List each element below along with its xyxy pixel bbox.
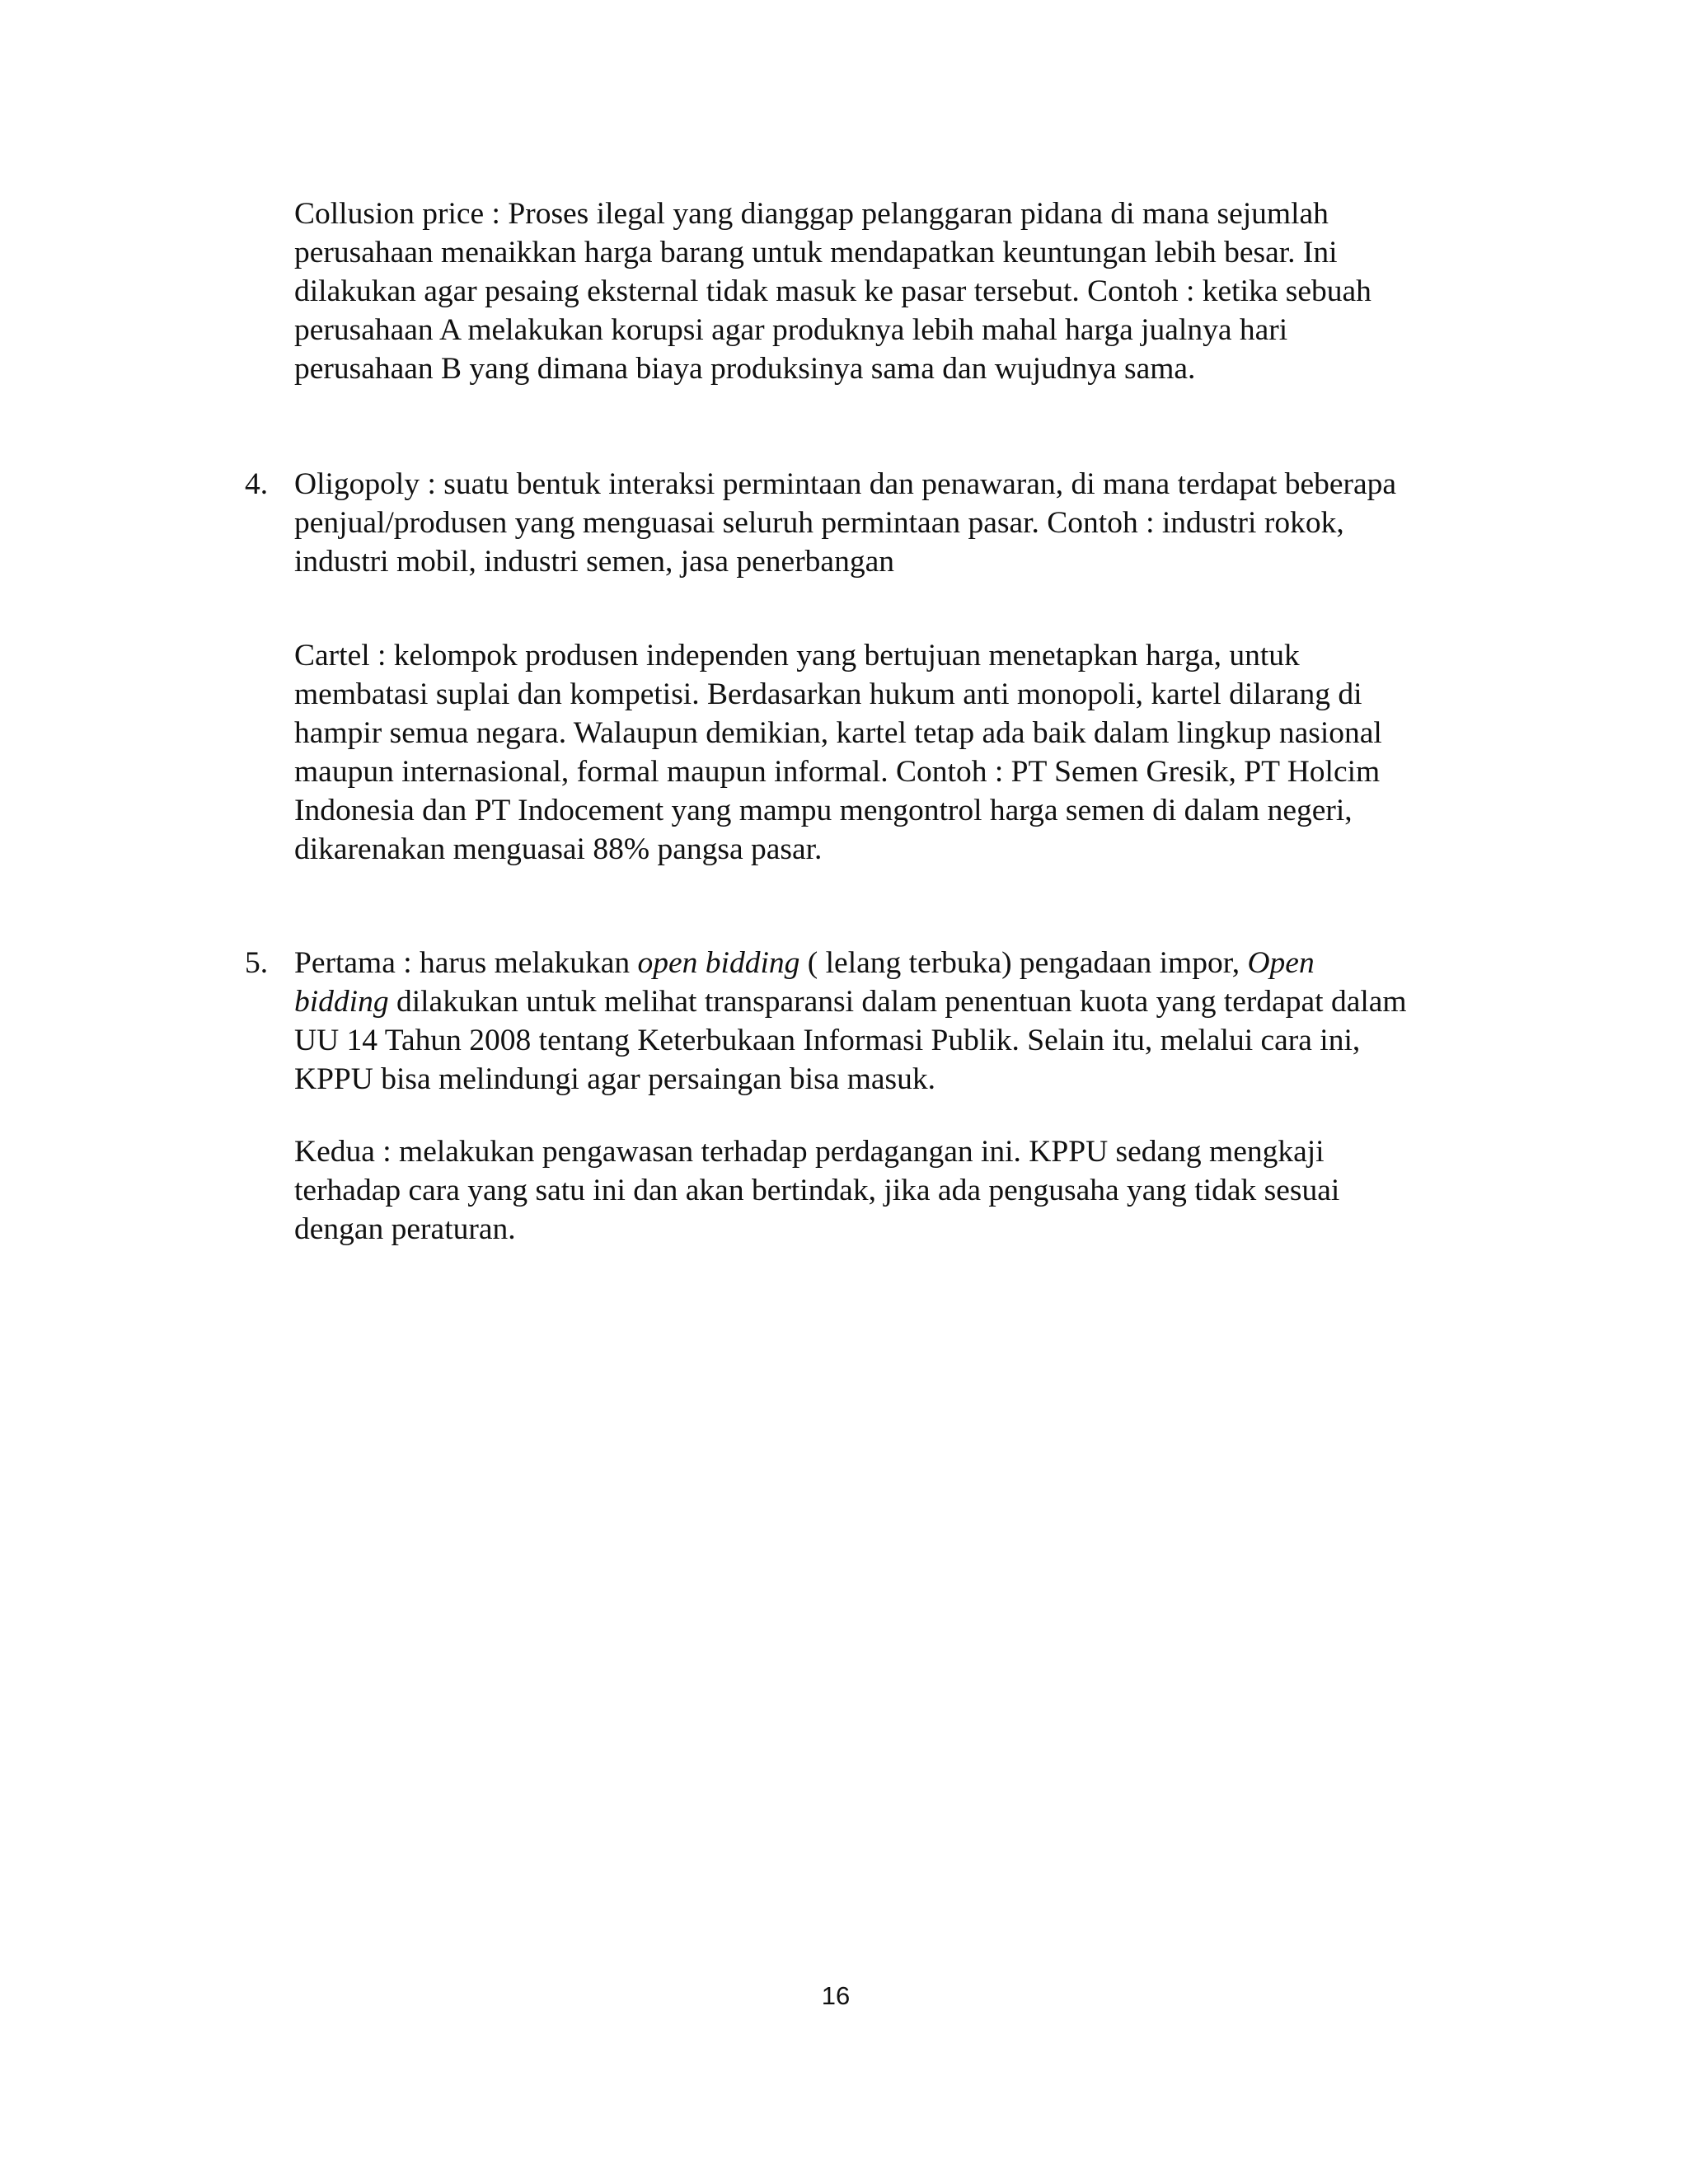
paragraph-line: maupun internasional, formal maupun informal. Contoh : PT Semen Gresik, PT Holcim <box>294 755 1381 789</box>
paragraph-line: terhadap cara yang satu ini dan akan bertindak, jika ada pengusaha yang tidak sesuai <box>294 1174 1340 1207</box>
italic-term: bidding <box>294 985 389 1019</box>
page-number: 16 <box>821 1981 851 2010</box>
paragraph-line: Oligopoly : suatu bentuk interaksi permintaan dan penawaran, di mana terdapat beberapa <box>294 467 1397 501</box>
paragraph-line: UU 14 Tahun 2008 tentang Keterbukaan Informasi Publik. Selain itu, melalui cara ini, <box>294 1024 1361 1057</box>
paragraph-line: membatasi suplai dan kompetisi. Berdasarkan hukum anti monopoli, kartel dilarang di <box>294 677 1362 711</box>
paragraph-line: Cartel : kelompok produsen independen yang bertujuan menetapkan harga, untuk <box>294 639 1300 673</box>
list-marker-4: 4. <box>245 467 269 501</box>
italic-term: Open <box>1247 946 1315 980</box>
paragraph-line: KPPU bisa melindungi agar persaingan bisa masuk. <box>294 1062 935 1096</box>
paragraph-line: Indonesia dan PT Indocement yang mampu mengontrol harga semen di dalam negeri, <box>294 794 1353 827</box>
cartel-paragraph <box>294 636 1465 869</box>
paragraph-line: Collusion price : Proses ilegal yang dianggap pelanggaran pidana di mana sejumlah <box>294 197 1329 231</box>
text-run: dilakukan untuk melihat transparansi dalam penentuan kuota yang terdapat dalam <box>388 985 1407 1019</box>
paragraph-line: industri mobil, industri semen, jasa penerbangan <box>294 545 894 579</box>
collusion-paragraph <box>294 194 1465 388</box>
text-run: ( lelang terbuka) pengadaan impor, <box>799 946 1248 980</box>
paragraph-line: dilakukan agar pesaing eksternal tidak masuk ke pasar tersebut. Contoh : ketika sebuah <box>294 274 1372 308</box>
paragraph-line: hampir semua negara. Walaupun demikian, kartel tetap ada baik dalam lingkup nasional <box>294 716 1382 750</box>
oligopoly-paragraph <box>294 465 1465 581</box>
paragraph-line <box>294 982 1465 1021</box>
paragraph-line: perusahaan menaikkan harga barang untuk mendapatkan keuntungan lebih besar. Ini <box>294 236 1338 269</box>
kedua-paragraph <box>294 1132 1465 1249</box>
list-marker-5: 5. <box>245 946 269 980</box>
paragraph-line: penjual/produsen yang menguasai seluruh permintaan pasar. Contoh : industri rokok, <box>294 506 1344 540</box>
paragraph-line <box>294 944 1465 982</box>
pertama-paragraph <box>294 944 1465 1099</box>
italic-term: open bidding <box>637 946 800 980</box>
text-run: Pertama : harus melakukan <box>294 946 638 980</box>
paragraph-line: dikarenakan menguasai 88% pangsa pasar. <box>294 832 823 866</box>
paragraph-line: perusahaan B yang dimana biaya produksinya sama dan wujudnya sama. <box>294 352 1196 386</box>
paragraph-line: dengan peraturan. <box>294 1212 516 1246</box>
paragraph-line: Kedua : melakukan pengawasan terhadap perdagangan ini. KPPU sedang mengkaji <box>294 1135 1325 1169</box>
paragraph-line: perusahaan A melakukan korupsi agar produknya lebih mahal harga jualnya hari <box>294 313 1288 347</box>
